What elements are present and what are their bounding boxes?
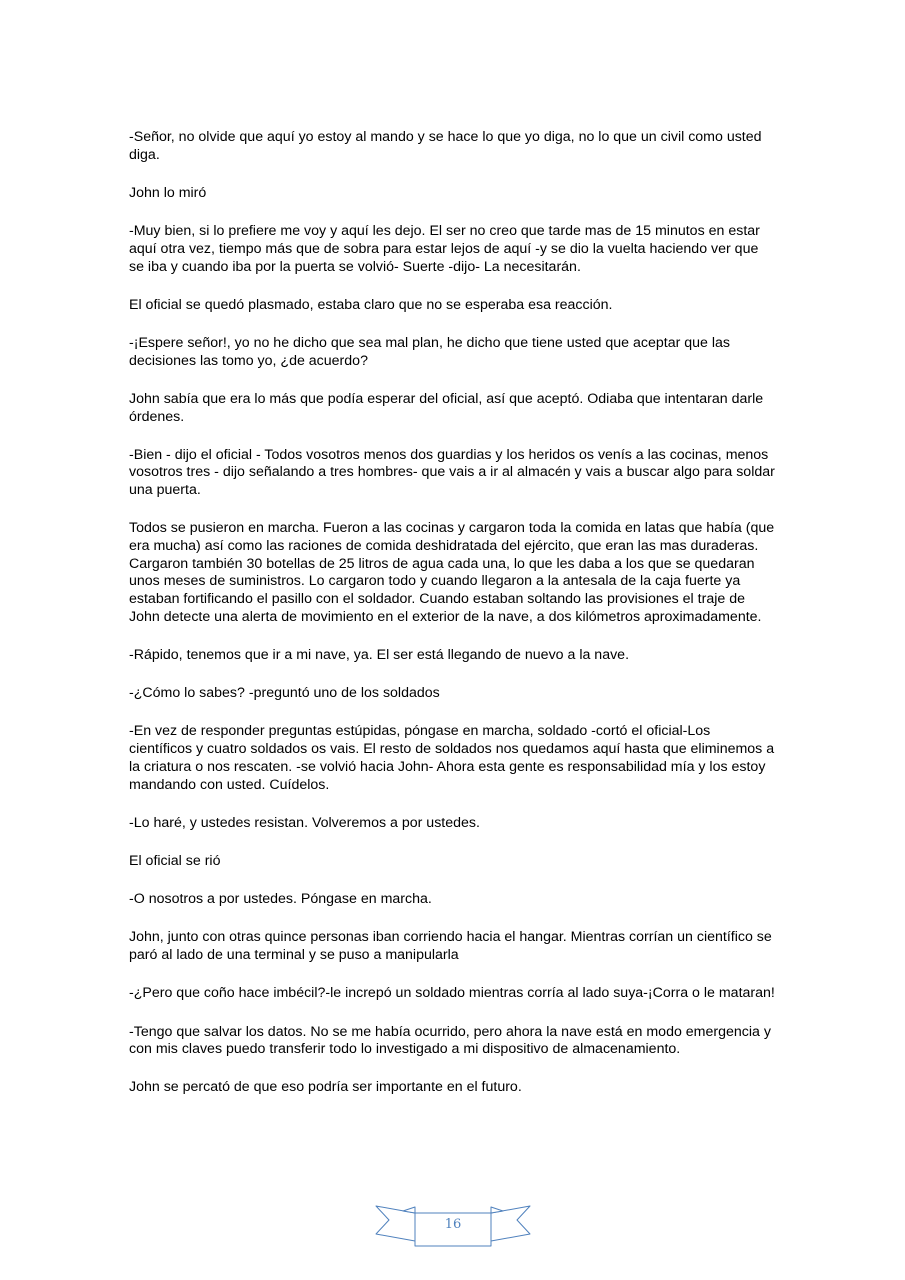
paragraph: -¡Espere señor!, yo no he dicho que sea mal plan, he dicho que tiene usted que aceptar que las decisiones las tomo yo, ¿de acuerdo? <box>129 334 731 369</box>
paragraph: El oficial se quedó plasmado, estaba claro que no se esperaba esa reacción. <box>129 296 613 313</box>
document-body <box>129 129 777 1118</box>
page-number-ribbon <box>375 1203 531 1249</box>
paragraph: -Rápido, tenemos que ir a mi nave, ya. El ser está llegando de nuevo a la nave. <box>129 647 630 664</box>
paragraph: John se percató de que eso podría ser importante en el futuro. <box>129 1079 522 1096</box>
paragraph: John sabía que era lo más que podía esperar del oficial, así que aceptó. Odiaba que intentaran darle órdenes. <box>129 390 764 425</box>
paragraph: -Señor, no olvide que aquí yo estoy al mando y se hace lo que yo diga, no lo que un civil como usted diga. <box>129 129 762 163</box>
paragraph: El oficial se rió <box>129 852 221 869</box>
paragraph: -En vez de responder preguntas estúpidas, póngase en marcha, soldado -cortó el oficial-Los científicos y cuatro soldados os vais. El resto de soldados nos quedamos aquí hasta que eliminemos a la criatura o nos rescaten. -se volvió hacia John- Ahora esta gente es responsabilidad mía y los estoy mandando con usted. Cuídelos. <box>129 723 775 793</box>
paragraph: -Tengo que salvar los datos. No se me había ocurrido, pero ahora la nave está en modo emergencia y con mis claves puedo transferir todo lo investigado a mi dispositivo de almacenamiento. <box>129 1023 771 1058</box>
paragraph: -Muy bien, si lo prefiere me voy y aquí les dejo. El ser no creo que tarde mas de 15 minutos en estar aquí otra vez, tiempo más que de sobra para estar lejos de aquí -y se dio la vuelta haciendo ver que se iba y cuando iba por la puerta se volvió- Suerte -dijo- La necesitarán. <box>129 223 760 275</box>
paragraph: John, junto con otras quince personas iban corriendo hacia el hangar. Mientras corrían un científico se paró al lado de una terminal y se puso a manipularla <box>129 929 772 964</box>
paragraph: -¿Pero que coño hace imbécil?-le increpó un soldado mientras corría al lado suya-¡Corra o le mataran! <box>129 985 775 1002</box>
page-number: 16 <box>444 1217 462 1232</box>
paragraph: -Lo haré, y ustedes resistan. Volveremos a por ustedes. <box>129 814 480 831</box>
paragraph: John lo miró <box>129 184 207 201</box>
paragraph: Todos se pusieron en marcha. Fueron a las cocinas y cargaron toda la comida en latas que había (que era mucha) así como las raciones de comida deshidratada del ejército, que eran las mas duraderas. Cargaron también 30 botellas de 25 litros de agua cada una, lo que les daba a los que se quedaran unos meses de suministros. Lo cargaron todo y cuando llegaron a la antesala de la caja fuerte ya estaban fortificando el pasillo con el soldador. Cuando estaban soltando las provisiones el traje de John detecte una alerta de movimiento en el exterior de la nave, a dos kilómetros aproximadamente. <box>129 520 775 625</box>
paragraph: -Bien - dijo el oficial - Todos vosotros menos dos guardias y los heridos os venís a las cocinas, menos vosotros tres - dijo señalando a tres hombres- que vais a ir al almacén y vais a buscar algo para soldar una puerta. <box>129 446 775 499</box>
paragraph: -¿Cómo lo sabes? -preguntó uno de los soldados <box>129 685 440 702</box>
paragraph: -O nosotros a por ustedes. Póngase en marcha. <box>129 891 432 908</box>
